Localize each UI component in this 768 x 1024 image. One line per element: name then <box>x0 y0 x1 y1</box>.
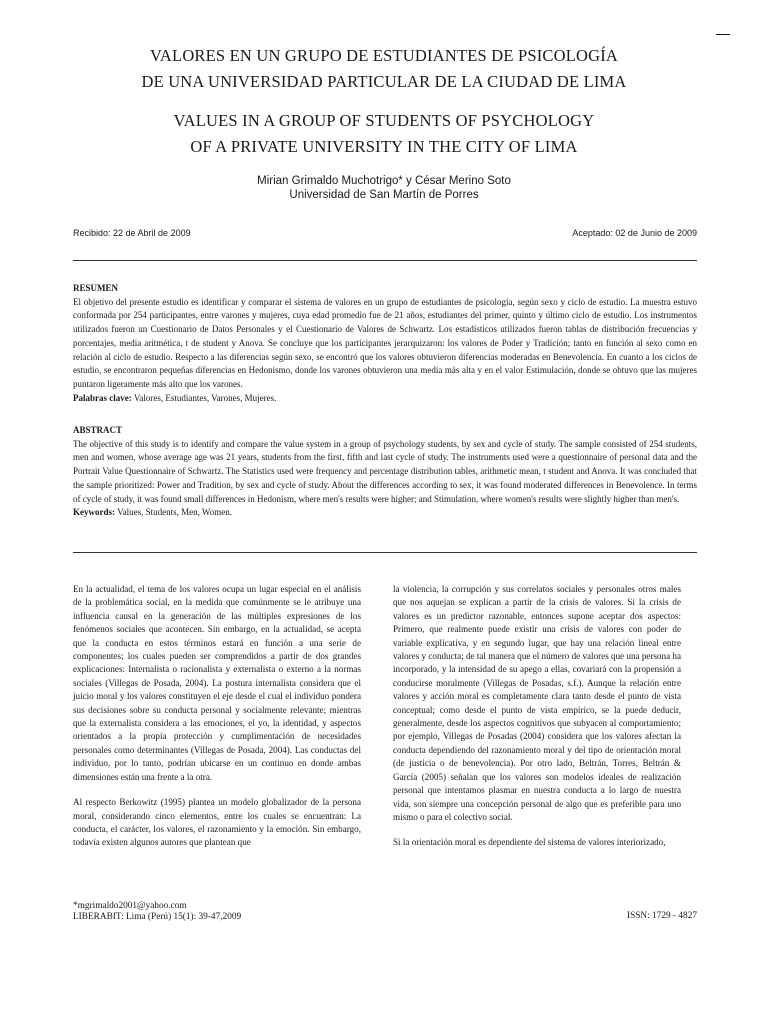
title-es-line-2: DE UNA UNIVERSIDAD PARTICULAR DE LA CIUDAD DE LIMA <box>141 72 627 91</box>
left-paragraph-1: En la actualidad, el tema de los valores ocupa un lugar especial en el análisis de la problemática social, en la medida que comúnmente se le atribuye una influencia causal en la generación de las múltiples expresiones de los fenómenos sociales que acontecen. Sin embargo, en la actualidad, se acepta que la conducta en estos términos estará en función a una serie de componentes; los cuales pueden ser comprendidos a partir de dos grandes explicaciones: Internalista o racionalista y externalista o externo a la normas sociales (Villegas de Posada, 2004). La postura internalista considera que el juicio moral y los valores constituyen el eje desde el cual el individuo pondera sus decisiones sobre su conducta personal y socialmente relevante; mientras que la externalista considera a las emociones, el yo, la identidad, y aspectos orientados a la propia protección y cumplimentación de necesidades personales como determinantes (Villegas de Posada, 2004). Las conductas del individuo, por lo tanto, podrían ubicarse en un continuo en donde ambas dimensiones están una frente a la otra. <box>73 584 361 782</box>
title-en-line-1: VALUES IN A GROUP OF STUDENTS OF PSYCHOLOGY <box>173 111 595 130</box>
body-column-left <box>73 583 361 850</box>
footer-journal: LIBERABIT: Lima (Perú) 15(1): 39-47,2009 <box>73 912 242 922</box>
body-column-right <box>393 583 681 850</box>
footer-issn: ISSN: 1729 - 4827 <box>627 911 697 921</box>
resumen-keywords-label: Palabras clave: <box>73 392 132 403</box>
footer-left <box>73 901 241 923</box>
divider-top <box>73 260 697 261</box>
abstract-keywords <box>73 506 697 520</box>
left-paragraph-2: Al respecto Berkowitz (1995) plantea un modelo globalizador de la persona moral, considerando cinco elementos, entre los cuales se encuentran: La conducta, el carácter, los valores, el razonamiento y la emoción. Sin embargo, todavía existen algunos autores que plantean que <box>73 797 361 848</box>
resumen-body: El objetivo del presente estudio es identificar y comparar el sistema de valores en un grupo de estudiantes de psicología, según sexo y ciclo de estudio. La muestra estuvo conformada por 254 participantes, entre varones y mujeres, cuya edad promedio fue de 21 años, estudiantes del primer, quinto y último ciclo de estudio. Los instrumentos utilizados fueron un Cuestionario de Datos Personales y el Cuestionario de Valores de Schwartz. Los estadísticos utilizados fueron tablas de distribución frecuencias y porcentajes, media aritmética, t de student y Anova. Se concluye que los participantes jerarquizaron: los valores de Poder y Tradición; tanto en función al sexo como en relación al ciclo de estudio. Respecto a las diferencias según sexo, se encontró que los valores obtuvieron diferencias moderadas en Benevolencia. En cuanto a los ciclos de estudio, se encontraron pequeñas diferencias en Hedonismo, donde los varones obtuvieron una media más alta y en el valor Estimulación, donde se obtuvo que las mujeres puntaron ligeramente más alto que los varones. <box>73 296 697 389</box>
footer-email: *mgrimaldo2001@yahoo.com <box>73 901 187 911</box>
author-block <box>60 174 708 202</box>
abstract-keywords-label: Keywords: <box>73 507 115 518</box>
resumen-heading: RESUMEN <box>73 283 119 293</box>
right-paragraph-1: la violencia, la corrupción y sus correlatos sociales y personales otros males que nos aquejan se explican a partir de la crisis de valores. Si la crisis de valores es un predictor razonable, entonces supone aceptar dos aspectos: Primero, que realmente puede existir una crisis de valores con poder de variable explicativa, y en segundo lugar, que hay una relación lineal entre valores y conducta; de tal manera que el número de valores que una persona ha incorporado, y la intensidad de su apego a ellas, covariará con la propensión a conducirse moralmente (Villegas de Posadas, s.f.). Aunque la relación entre valores y acción moral es completamente clara tanto desde el punto de vista conceptual; como desde el punto de vista empírico, se la puede deducir, generalmente, desde los aspectos cognitivos que subyacen al comportamiento; por ejemplo, Villegas de Posadas (2004) considera que los valores afectan la conducta dependiendo del razonamiento moral y del tipo de orientación moral (de justicia o de benevolencia). Por otro lado, Beltrán, Torres, Beltrán & García (2005) señalan que los valores son modelos ideales de realización personal que intentamos plasmar en nuestra conducta a lo largo de nuestra vida, son siempre una concepción personal de algo que es preferible para uno mismo o para el colectivo social. <box>393 584 681 822</box>
resumen-keywords <box>73 392 697 406</box>
resumen-section <box>73 282 697 405</box>
right-paragraph-2: Si la orientación moral es dependiente del sistema de valores interiorizado, <box>393 837 666 848</box>
authors: Mirian Grimaldo Muchotrigo* y César Merino Soto <box>257 175 511 187</box>
affiliation: Universidad de San Martín de Porres <box>289 189 479 201</box>
title-en-line-2: OF A PRIVATE UNIVERSITY IN THE CITY OF LIMA <box>190 137 578 156</box>
divider-bottom <box>73 552 697 553</box>
corner-mark <box>716 34 730 35</box>
abstract-body: The objective of this study is to identify and compare the value system in a group of psychology students, by sex and cycle of study. The sample consisted of 254 students, men and women, whose average age was 21 years, students from the first, fifth and last cycle of study. The instruments used were a questionnaire of personal data and the Portrait Value Questionnaire of Schwartz. The Statistics used were frequency and percentage distribution tables, arithmetic mean, t student and Anova. It was concluded that the sample prioritized: Power and Tradition, by sex and cycle of study. About the differences according to sex, it was found moderated differences in Benevolence. In terms of cycle of study, it was found small differences in Hedonism, where men's results were higher; and Stimulation, where women's results were slightly higher than men's. <box>73 438 697 504</box>
accepted-date: Aceptado: 02 de Junio de 2009 <box>572 228 697 238</box>
abstract-keywords-text: Values, Students, Men, Women. <box>117 507 232 518</box>
title-block <box>60 43 708 160</box>
title-es-line-1: VALORES EN UN GRUPO DE ESTUDIANTES DE PSICOLOGÍA <box>149 46 619 65</box>
received-date: Recibido: 22 de Abril de 2009 <box>73 228 191 238</box>
abstract-heading: ABSTRACT <box>73 425 123 435</box>
abstract-section <box>73 424 697 520</box>
resumen-keywords-text: Valores, Estudiantes, Varones, Mujeres. <box>133 392 277 403</box>
